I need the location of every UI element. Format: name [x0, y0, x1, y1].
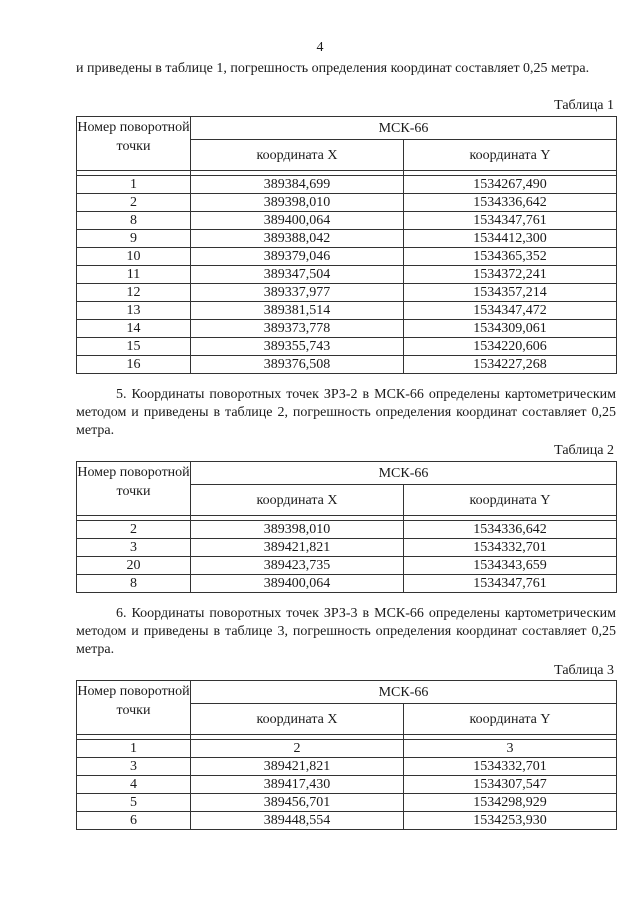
- table1-caption: Таблица 1: [554, 98, 614, 113]
- table-row: [77, 302, 617, 320]
- y-header: координата Y: [404, 704, 617, 735]
- table-row: [77, 248, 617, 266]
- table-row: [77, 758, 617, 776]
- point-number-cell: 6: [77, 812, 191, 830]
- point-number-cell: 2: [77, 521, 191, 539]
- point-number-cell: 9: [77, 230, 191, 248]
- table-row: [77, 338, 617, 356]
- coordinate-x-cell: 389337,977: [191, 284, 404, 302]
- table-row: [77, 794, 617, 812]
- point-number-cell: 16: [77, 356, 191, 374]
- coordinate-x-cell: 389400,064: [191, 575, 404, 593]
- table-row: [77, 812, 617, 830]
- table-row: [77, 176, 617, 194]
- coordinate-y-cell: 1534347,761: [404, 575, 617, 593]
- coordinate-y-cell: 1534336,642: [404, 521, 617, 539]
- msk-header: МСК-66: [191, 681, 617, 704]
- coordinate-y-cell: 1534332,701: [404, 539, 617, 557]
- coordinate-y-cell: 1534343,659: [404, 557, 617, 575]
- paragraph-zrz2: 5. Координаты поворотных точек ЗРЗ-2 в МСК-66 определены картометрическим методом и приведены в таблице 2, погрешность определения координат составляет 0,25 метра.: [76, 387, 616, 438]
- point-number-cell: 11: [77, 266, 191, 284]
- coordinate-y-cell: 1534332,701: [404, 758, 617, 776]
- point-number-cell: 2: [77, 194, 191, 212]
- point-number-cell: 3: [77, 758, 191, 776]
- table-row: [77, 194, 617, 212]
- coordinate-y-cell: 1534357,214: [404, 284, 617, 302]
- table-row: [77, 212, 617, 230]
- table1-body: [77, 171, 617, 374]
- coordinate-y-cell: 1534227,268: [404, 356, 617, 374]
- coordinate-x-cell: 389381,514: [191, 302, 404, 320]
- point-number-cell: 13: [77, 302, 191, 320]
- coordinate-y-cell: 1534298,929: [404, 794, 617, 812]
- coordinate-x-cell: 389384,699: [191, 176, 404, 194]
- table2-caption: Таблица 2: [554, 443, 614, 458]
- table-row: [77, 266, 617, 284]
- table-row: [77, 776, 617, 794]
- coordinate-x-cell: 389417,430: [191, 776, 404, 794]
- coordinate-y-cell: 1534347,472: [404, 302, 617, 320]
- point-number-cell: 12: [77, 284, 191, 302]
- coordinate-y-cell: 1534309,061: [404, 320, 617, 338]
- coordinates-table-2: [76, 461, 617, 593]
- table-row: [77, 539, 617, 557]
- msk-header: МСК-66: [191, 117, 617, 140]
- x-header: координата X: [191, 704, 404, 735]
- column-number-row: [77, 740, 617, 758]
- point-number-cell: 8: [77, 575, 191, 593]
- point-number-header: Номер поворотной точки: [77, 117, 191, 171]
- point-number-header: Номер поворотной точки: [77, 462, 191, 516]
- table-row: [77, 320, 617, 338]
- point-number-cell: 15: [77, 338, 191, 356]
- table-row: [77, 557, 617, 575]
- coordinate-y-cell: 1534365,352: [404, 248, 617, 266]
- coordinate-x-cell: 389400,064: [191, 212, 404, 230]
- x-header: координата X: [191, 485, 404, 516]
- coordinate-x-cell: 389373,778: [191, 320, 404, 338]
- point-number-cell: 1: [77, 176, 191, 194]
- table-row: [77, 356, 617, 374]
- coordinates-table-1: [76, 116, 617, 374]
- coordinate-x-cell: 389421,821: [191, 758, 404, 776]
- point-number-cell: 3: [77, 539, 191, 557]
- coordinate-y-cell: 1534347,761: [404, 212, 617, 230]
- coordinate-y-cell: 1534336,642: [404, 194, 617, 212]
- coordinate-y-cell: 1534253,930: [404, 812, 617, 830]
- coordinate-x-cell: 389448,554: [191, 812, 404, 830]
- coordinate-x-cell: 389456,701: [191, 794, 404, 812]
- coordinate-y-cell: 1534307,547: [404, 776, 617, 794]
- msk-header: МСК-66: [191, 462, 617, 485]
- coordinate-y-cell: 1534267,490: [404, 176, 617, 194]
- point-number-cell: 14: [77, 320, 191, 338]
- coordinate-x-cell: 389423,735: [191, 557, 404, 575]
- y-header: координата Y: [404, 485, 617, 516]
- point-number-cell: 4: [77, 776, 191, 794]
- paragraph-zrz3: 6. Координаты поворотных точек ЗРЗ-3 в МСК-66 определены картометрическим методом и приведены в таблице 3, погрешность определения координат составляет 0,25 метра.: [76, 606, 616, 657]
- table3-caption: Таблица 3: [554, 663, 614, 678]
- coordinates-table-3: [76, 680, 617, 830]
- column-number: 3: [404, 740, 617, 758]
- intro-paragraph: и приведены в таблице 1, погрешность определения координат составляет 0,25 метра.: [76, 61, 590, 76]
- point-number-header: Номер поворотной точки: [77, 681, 191, 735]
- coordinate-x-cell: 389421,821: [191, 539, 404, 557]
- table-row: [77, 521, 617, 539]
- table-row: [77, 575, 617, 593]
- coordinate-y-cell: 1534412,300: [404, 230, 617, 248]
- page-number: 4: [316, 40, 324, 55]
- table2-body: [77, 516, 617, 593]
- coordinate-x-cell: 389398,010: [191, 521, 404, 539]
- point-number-cell: 10: [77, 248, 191, 266]
- point-number-cell: 20: [77, 557, 191, 575]
- coordinate-x-cell: 389388,042: [191, 230, 404, 248]
- coordinate-x-cell: 389355,743: [191, 338, 404, 356]
- column-number: 1: [77, 740, 191, 758]
- coordinate-x-cell: 389379,046: [191, 248, 404, 266]
- coordinate-x-cell: 389347,504: [191, 266, 404, 284]
- table-row: [77, 230, 617, 248]
- coordinate-y-cell: 1534372,241: [404, 266, 617, 284]
- point-number-cell: 5: [77, 794, 191, 812]
- y-header: координата Y: [404, 140, 617, 171]
- table-row: [77, 284, 617, 302]
- table3-body: [77, 735, 617, 830]
- column-number: 2: [191, 740, 404, 758]
- coordinate-x-cell: 389398,010: [191, 194, 404, 212]
- coordinate-x-cell: 389376,508: [191, 356, 404, 374]
- point-number-cell: 8: [77, 212, 191, 230]
- x-header: координата X: [191, 140, 404, 171]
- coordinate-y-cell: 1534220,606: [404, 338, 617, 356]
